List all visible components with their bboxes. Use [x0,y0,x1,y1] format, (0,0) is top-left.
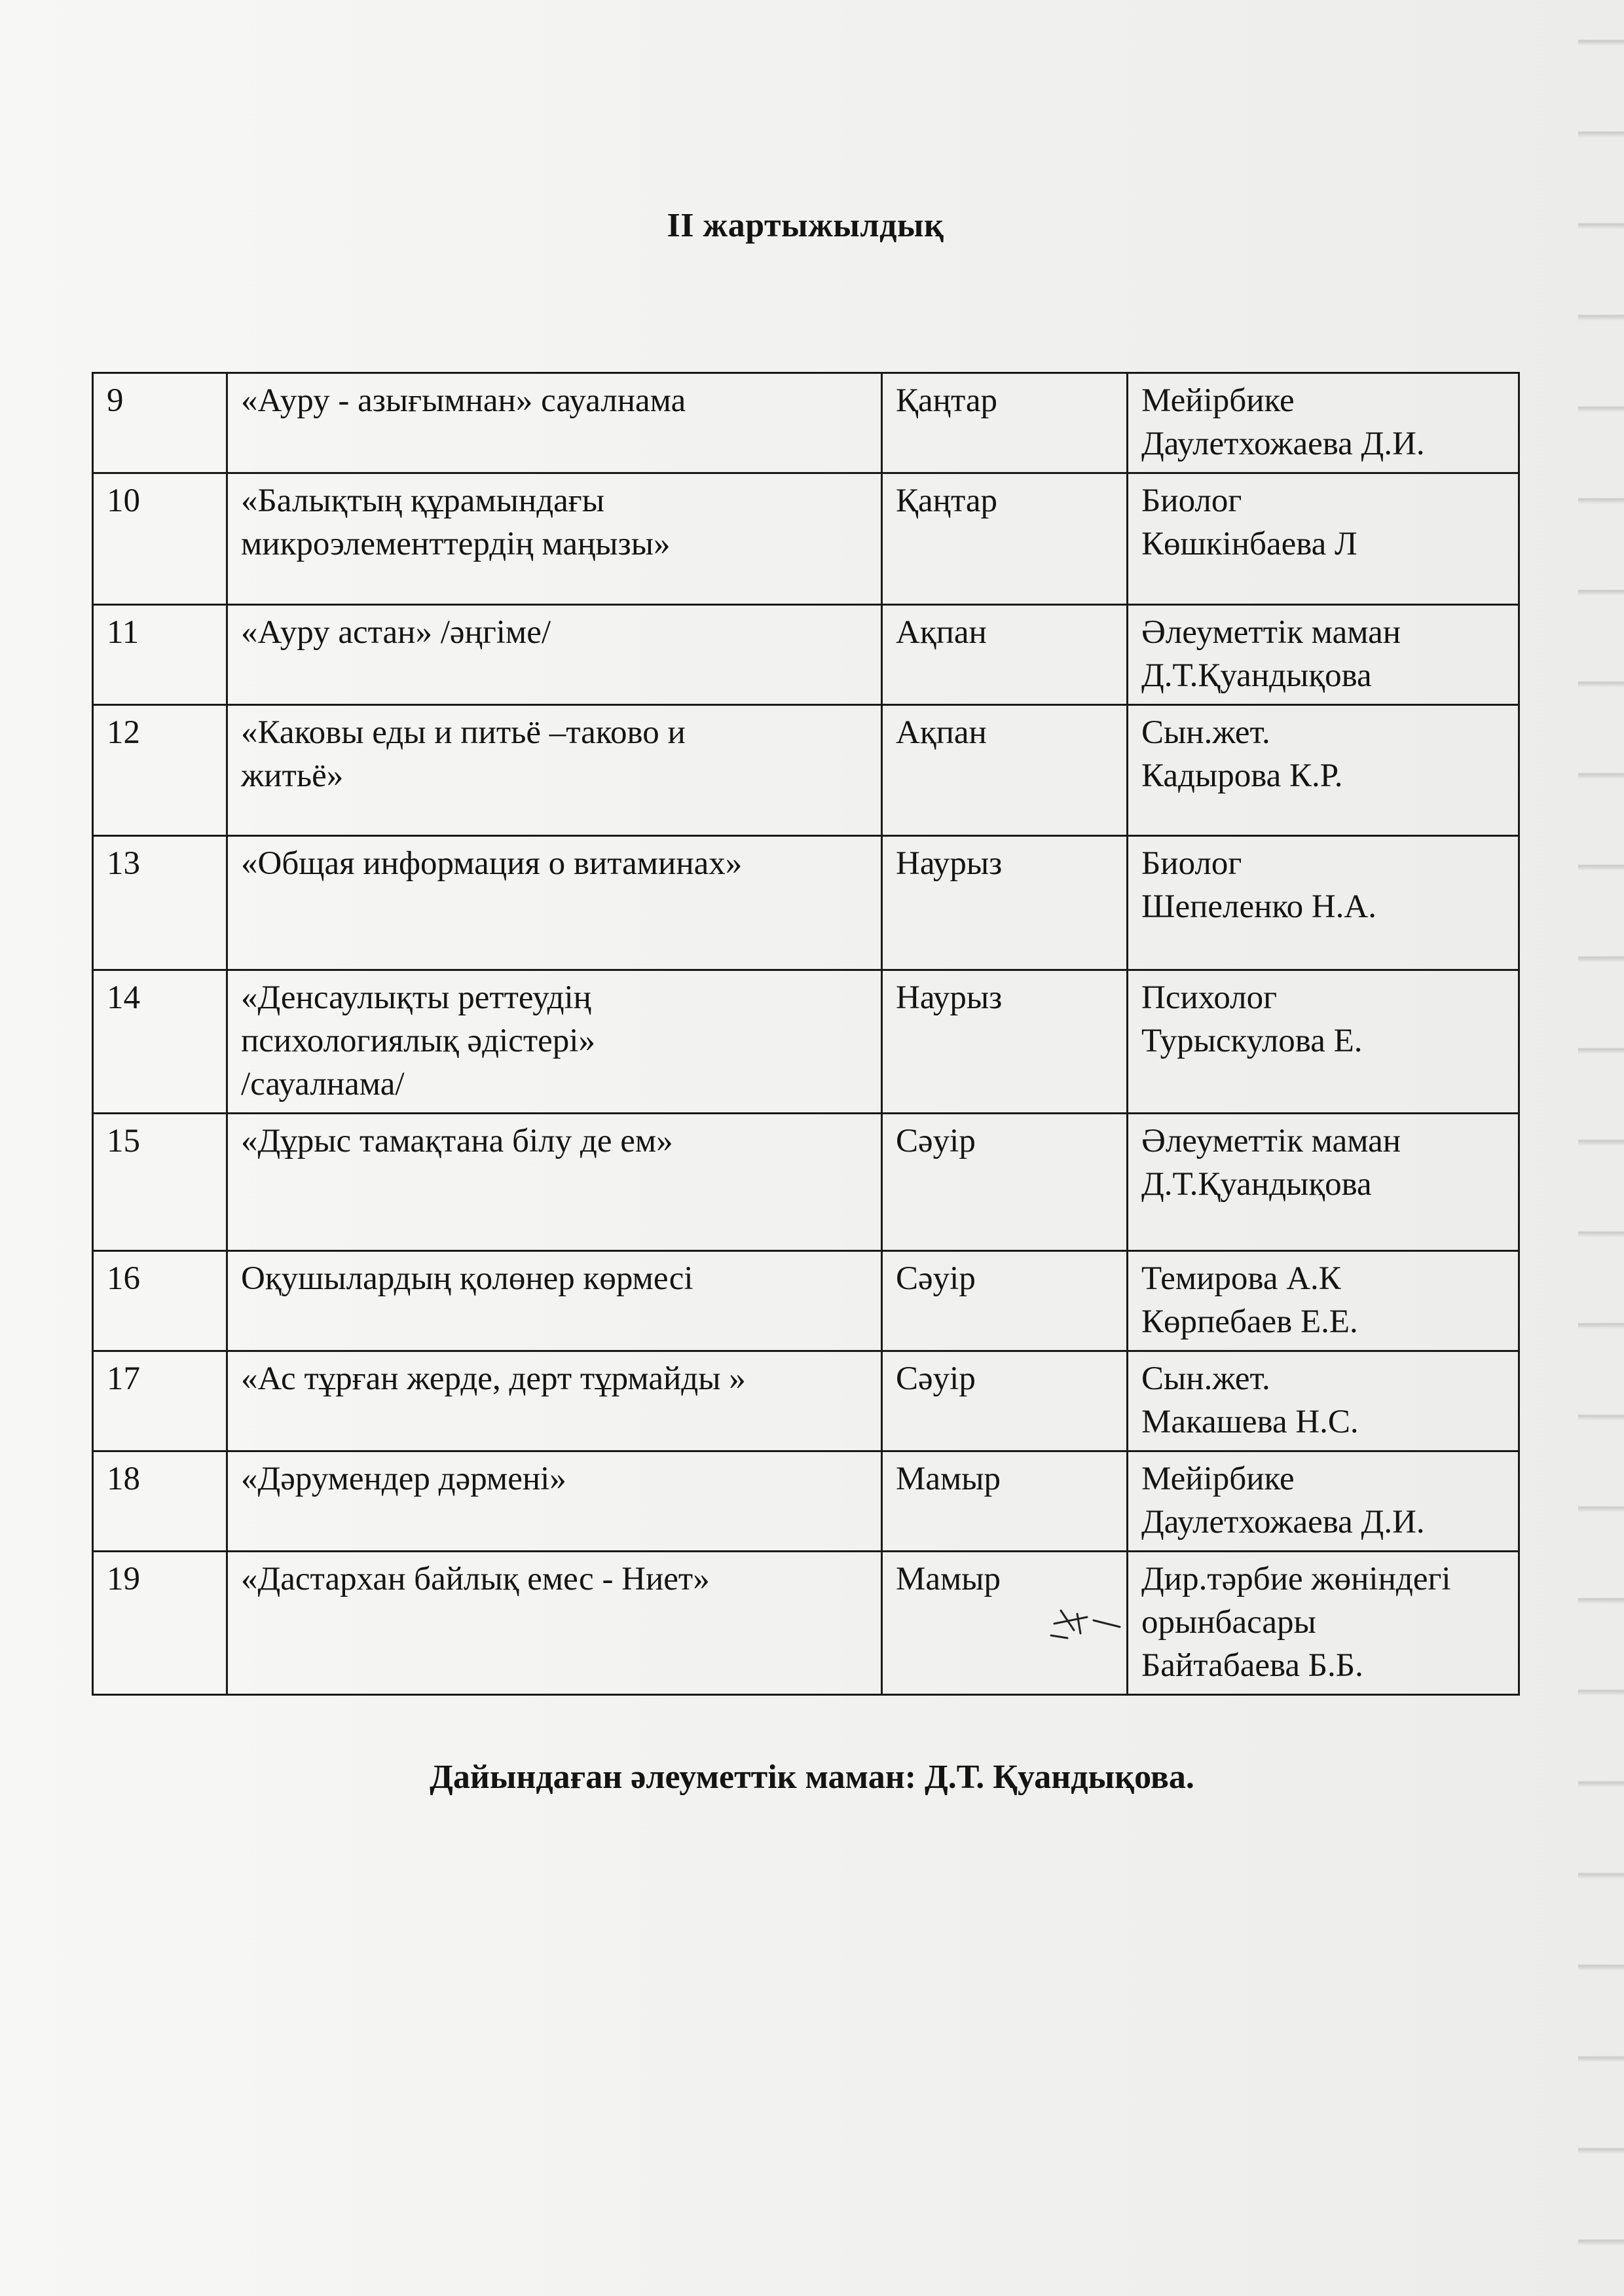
event-line: житьё» [241,757,344,794]
event-cell [227,605,882,705]
table-row [93,605,1519,705]
event-cell [227,473,882,605]
month-cell: Мамыр [882,1451,1128,1552]
responsible-line: Мейірбике [1141,1461,1295,1497]
month-cell: Сәуір [882,1114,1128,1251]
initials-mark-icon [1048,1597,1126,1643]
event-line: «Ас тұрған жерде, дерт тұрмайды » [241,1360,746,1397]
responsible-cell [1128,970,1519,1114]
month-cell: Мамыр [882,1552,1128,1695]
row-number: 14 [93,970,227,1114]
event-line: «Дастархан байлық емес - Ниет» [241,1561,710,1597]
table-row [93,1251,1519,1351]
month-cell: Сәуір [882,1351,1128,1451]
responsible-line: Психолог [1141,979,1278,1016]
responsible-line: Мейірбике [1141,382,1295,419]
month-cell: Қаңтар [882,373,1128,473]
event-cell [227,1114,882,1251]
event-cell [227,1552,882,1695]
responsible-line: Дир.тәрбие жөніндегі [1141,1561,1451,1597]
responsible-line: Биолог [1141,845,1242,882]
event-line: микроэлементтердің маңызы» [241,526,671,562]
responsible-line: Темирова А.К [1141,1260,1341,1297]
row-number: 10 [93,473,227,605]
responsible-line: Биолог [1141,483,1242,519]
responsible-line: Көшкінбаева Л [1141,526,1357,562]
event-line: психологиялық әдістері» [241,1023,595,1059]
scan-edge-artifact [1578,0,1624,2296]
responsible-line: Д.Т.Қуандықова [1141,1166,1372,1203]
row-number: 17 [93,1351,227,1451]
event-line: «Дәрумендер дәрмені» [241,1461,566,1497]
row-number: 16 [93,1251,227,1351]
responsible-cell [1128,1351,1519,1451]
table-row [93,1451,1519,1552]
row-number: 12 [93,705,227,836]
table-row [93,1114,1519,1251]
event-line: «Денсаулықты реттеудің [241,979,591,1016]
event-cell [227,970,882,1114]
responsible-line: орынбасары [1141,1604,1316,1641]
responsible-cell [1128,836,1519,970]
month-cell: Наурыз [882,970,1128,1114]
activity-plan-table [92,372,1520,1696]
month-cell: Сәуір [882,1251,1128,1351]
responsible-cell [1128,705,1519,836]
responsible-cell [1128,473,1519,605]
responsible-line: Көрпебаев Е.Е. [1141,1303,1358,1340]
table-row [93,1552,1519,1695]
table-row [93,373,1519,473]
responsible-line: Сын.жет. [1141,714,1270,751]
responsible-line: Даулетхожаева Д.И. [1141,1504,1425,1540]
responsible-line: Әлеуметтік маман [1141,614,1401,651]
month-cell: Қаңтар [882,473,1128,605]
responsible-cell [1128,373,1519,473]
event-line: /сауалнама/ [241,1066,405,1102]
responsible-cell [1128,605,1519,705]
responsible-cell [1128,1451,1519,1552]
responsible-cell [1128,1251,1519,1351]
event-cell [227,1251,882,1351]
row-number: 11 [93,605,227,705]
event-line: «Дұрыс тамақтана білу де ем» [241,1123,673,1159]
month-cell: Ақпан [882,605,1128,705]
row-number: 13 [93,836,227,970]
event-line: Оқушылардың қолөнер көрмесі [241,1260,693,1297]
responsible-line: Турыскулова Е. [1141,1023,1363,1059]
event-line: «Общая информация о витаминах» [241,845,743,882]
event-line: «Ауру астан» /әңгіме/ [241,614,551,651]
event-cell [227,1351,882,1451]
event-line: «Балықтың құрамындағы [241,483,604,519]
month-cell: Ақпан [882,705,1128,836]
responsible-cell [1128,1114,1519,1251]
responsible-line: Кадырова К.Р. [1141,757,1343,794]
responsible-line: Әлеуметтік маман [1141,1123,1401,1159]
responsible-line: Макашева Н.С. [1141,1404,1359,1440]
event-cell [227,373,882,473]
row-number: 18 [93,1451,227,1552]
responsible-line: Байтабаева Б.Б. [1141,1647,1363,1684]
table-row [93,970,1519,1114]
table-row [93,473,1519,605]
row-number: 9 [93,373,227,473]
table-row [93,1351,1519,1451]
event-line: «Каковы еды и питьё –таково и [241,714,686,751]
responsible-line: Даулетхожаева Д.И. [1141,426,1425,462]
event-cell [227,836,882,970]
event-cell [227,1451,882,1552]
row-number: 15 [93,1114,227,1251]
responsible-line: Шепеленко Н.А. [1141,888,1376,925]
responsible-line: Сын.жет. [1141,1360,1270,1397]
row-number: 19 [93,1552,227,1695]
responsible-cell [1128,1552,1519,1695]
table-row [93,705,1519,836]
event-line: «Ауру - азығымнан» сауалнама [241,382,686,419]
table-row [93,836,1519,970]
month-cell: Наурыз [882,836,1128,970]
event-cell [227,705,882,836]
page-title: II жартыжылдық [667,207,944,244]
prepared-by-signature-line: Дайындаған әлеуметтік маман: Д.Т. Қуандықова. [430,1758,1194,1796]
responsible-line: Д.Т.Қуандықова [1141,657,1372,694]
